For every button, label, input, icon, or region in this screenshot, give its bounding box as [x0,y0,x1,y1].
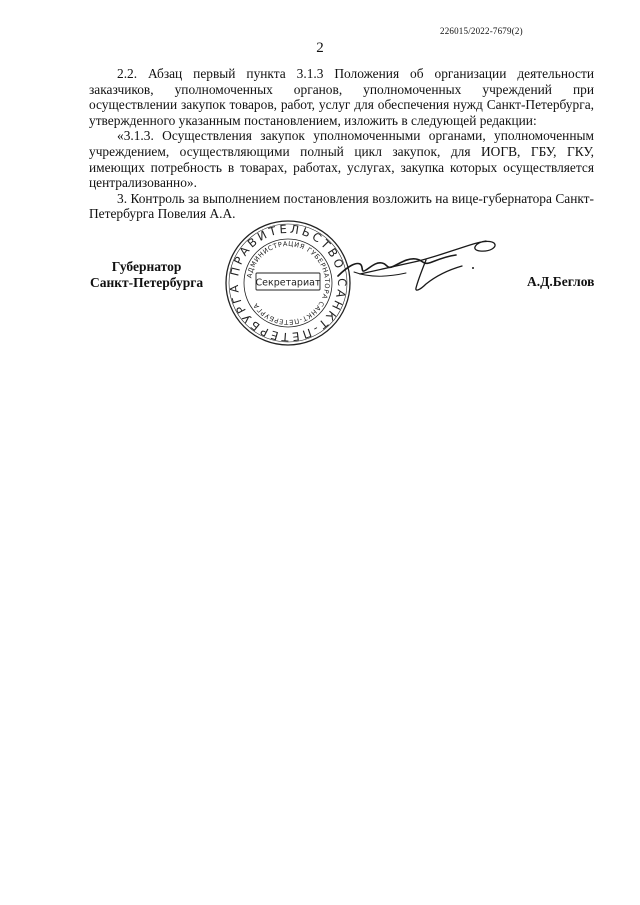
handwritten-signature [330,228,505,308]
position-line-1: Губернатор [111,259,182,274]
signatory-position [90,259,203,291]
paragraph-2-2: 2.2. Абзац первый пункта 3.1.3 Положения об организации деятельности заказчиков, уполномоченных органов, уполномоченных учреждений при осуществлении закупок товаров, работ, услуг для обеспечения нужд Санкт-Петербурга, утвержденного указанным постановлением, изложить в следующей редакции: [89,66,594,128]
position-line-2: Санкт-Петербурга [90,275,204,290]
seal-outer-text: ПРАВИТЕЛЬСТВО САНКТ-ПЕТЕРБУРГА [226,221,350,345]
document-body [89,66,594,222]
registration-number: 226015/2022-7679(2) [440,26,523,36]
paragraph-3: 3. Контроль за выполнением постановления возложить на вице-губернатора Санкт-Петербурга Повелия А.А. [89,190,594,222]
seal-center-text: Секретариат [255,277,321,289]
signatory-name: А.Д.Беглов [527,274,595,289]
page-number: 2 [316,40,324,56]
seal-inner-text: АДМИНИСТРАЦИЯ ГУБЕРНАТОРА САНКТ-ПЕТЕРБУРГА [245,239,332,327]
paragraph-quote-3-1-3: «3.1.3. Осуществления закупок уполномоченными органами, уполномоченным учреждением, осуществляющими полный цикл закупок, для ИОГВ, ГБУ, ГКУ, имеющих потребность в товарах, работах, услугах, закупка которых осуществляется централизованно». [89,128,594,191]
